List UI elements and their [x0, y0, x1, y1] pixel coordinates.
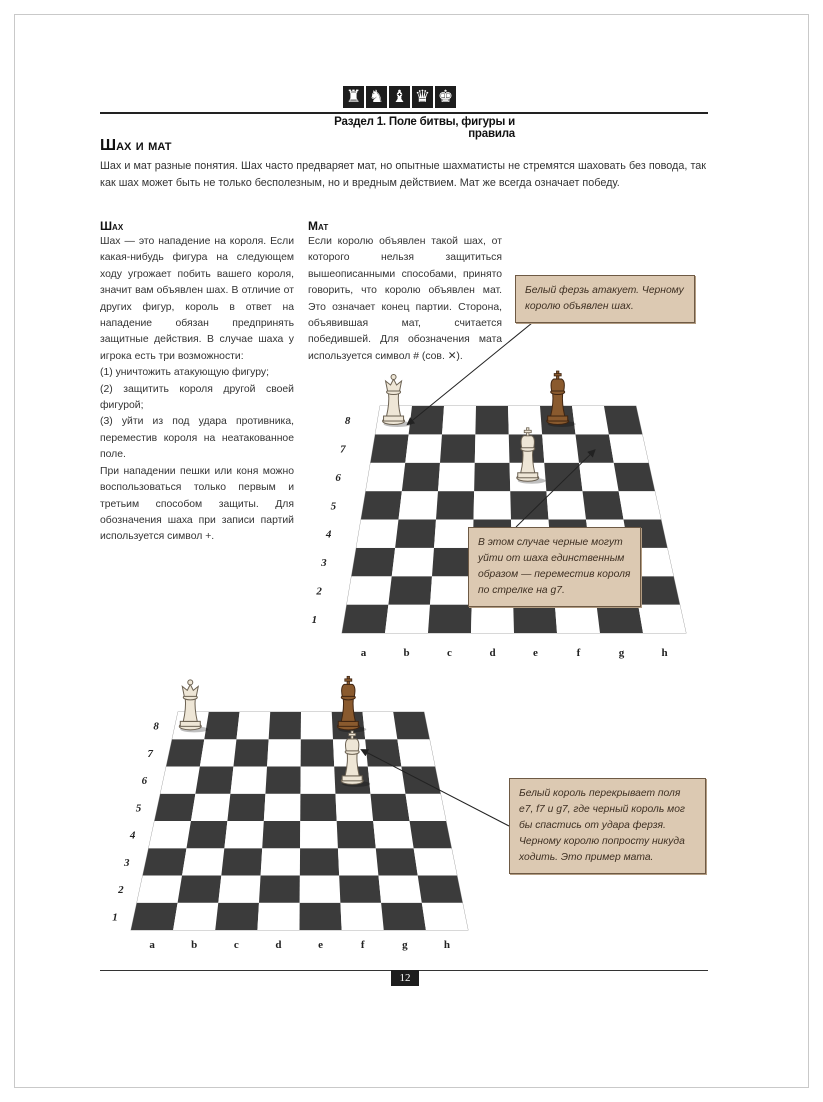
square-h6: [614, 463, 655, 491]
square-f3: [338, 848, 379, 875]
square-b2: [388, 576, 432, 604]
file-label: g: [402, 939, 408, 951]
rank-label: 5: [330, 500, 337, 513]
square-f2: [339, 876, 381, 903]
mate-heading: Мат: [308, 219, 329, 233]
check-option: (1) уничтожить атакующую фигуру;: [100, 367, 269, 379]
square-b6: [195, 767, 233, 794]
square-d5: [474, 491, 512, 519]
square-a6: [366, 463, 406, 491]
square-a5: [155, 794, 196, 821]
rank-label: 7: [147, 747, 153, 760]
rank-label: 6: [335, 471, 341, 484]
square-a2: [137, 876, 182, 903]
file-label: b: [191, 939, 198, 951]
square-g5: [370, 794, 409, 821]
square-f7: [542, 434, 579, 462]
square-g1: [597, 605, 644, 633]
square-d7: [267, 739, 301, 766]
rank-label: 3: [321, 557, 327, 570]
square-h1: [422, 903, 468, 930]
square-e1: [300, 903, 342, 930]
square-a4: [149, 821, 191, 848]
callout-mate-example: Белый король перекрывает поля e7, f7 и g7, где черный король мог бы спастись от удара ферзя. Черному королю попросту никуда ходить. Это пример мата.: [509, 778, 706, 874]
square-h5: [405, 794, 446, 821]
queen-icon: ♛: [412, 86, 433, 108]
square-c7: [440, 434, 475, 462]
file-label: d: [275, 939, 282, 951]
rank-label: 2: [316, 585, 322, 598]
square-g8: [572, 406, 609, 434]
square-e6: [300, 767, 335, 794]
square-e2: [300, 876, 341, 903]
square-c4: [224, 821, 263, 848]
rank-label: 6: [141, 775, 148, 788]
square-d6: [474, 463, 510, 491]
bishop-icon: ♝: [389, 86, 410, 108]
square-e1: [513, 605, 557, 633]
file-label: h: [661, 647, 668, 659]
square-d6: [265, 767, 300, 794]
square-f5: [546, 491, 586, 519]
mate-paragraph: Если королю объявлен такой шах, от которого нельзя защититься вышеописанными способами, принято говорить, что королю объявлен мат. Это означает конец партии. Сторона, объявившая мат, считается победившей. Для обозначения мата используется символ # (сов. ✕).: [308, 236, 502, 362]
rank-label: 5: [135, 802, 142, 815]
rank-label: 8: [344, 415, 351, 428]
rank-label: 1: [311, 613, 318, 626]
square-d8: [269, 712, 301, 739]
square-g2: [378, 876, 421, 903]
square-c8: [236, 712, 270, 739]
square-a7: [166, 739, 204, 766]
square-d1: [257, 903, 299, 930]
square-h2: [418, 876, 463, 903]
square-c2: [218, 876, 260, 903]
square-f5: [335, 794, 373, 821]
square-f1: [555, 605, 600, 633]
square-h3: [414, 848, 457, 875]
file-label: g: [618, 647, 625, 659]
square-g7: [365, 739, 401, 766]
square-b4: [186, 821, 227, 848]
king-icon: ♚: [435, 86, 456, 108]
square-a5: [361, 491, 402, 519]
square-c2: [430, 576, 472, 604]
square-a1: [131, 903, 178, 930]
square-h1: [638, 605, 686, 633]
square-b6: [402, 463, 440, 491]
square-d1: [471, 605, 514, 633]
section-title: Раздел 1. Поле битвы, фигуры и правила: [334, 116, 515, 140]
file-label: f: [360, 939, 365, 951]
square-a1: [342, 605, 388, 633]
square-b1: [173, 903, 218, 930]
knight-icon: ♞: [366, 86, 387, 108]
square-b1: [385, 605, 430, 633]
square-c8: [442, 406, 476, 434]
square-h7: [609, 434, 649, 462]
square-d7: [475, 434, 510, 462]
rank-label: 4: [129, 829, 136, 842]
square-g4: [373, 821, 414, 848]
square-c5: [436, 491, 474, 519]
square-e4: [300, 821, 338, 848]
page-number: 12: [391, 970, 419, 986]
check-option: (2) защитить короля другой своей фигурой;: [100, 383, 294, 412]
file-label: f: [576, 647, 581, 659]
rook-icon: ♜: [343, 86, 364, 108]
square-b8: [409, 406, 444, 434]
board-check: [312, 371, 686, 659]
rank-label: 2: [118, 884, 124, 897]
square-f4: [337, 821, 376, 848]
square-c6: [438, 463, 475, 491]
square-b3: [182, 848, 224, 875]
file-label: d: [489, 647, 496, 659]
square-b5: [191, 794, 230, 821]
square-a3: [143, 848, 187, 875]
file-label: c: [447, 647, 452, 659]
rank-label: 4: [325, 528, 332, 541]
board-mate: [112, 676, 468, 951]
file-label: a: [149, 939, 155, 951]
square-c1: [215, 903, 259, 930]
check-heading: Шах: [100, 219, 124, 233]
square-a2: [347, 576, 392, 604]
square-h5: [619, 491, 661, 519]
file-label: c: [233, 939, 239, 951]
square-a6: [160, 767, 199, 794]
intro-paragraph: Шах и мат разные понятия. Шах часто предваряет мат, но опытные шахматисты не стремятся шаховать без повода, так как шах может быть не только бесполезным, но и вредным действием. Мат же всегда означает победу.: [100, 160, 706, 189]
check-paragraph: Шах — это нападение на короля. Если какая-нибудь фигура на следующем ходу угрожает побить вашего короля, значит вам объявлен шах. В отличие от других фигур, король в ответ на нападение обязан предпринять защитные действия. В случае шаха у игрока есть три возможности:: [100, 236, 294, 362]
square-c3: [432, 548, 473, 576]
square-d8: [475, 406, 508, 434]
file-label: b: [403, 647, 410, 659]
file-label: e: [533, 647, 538, 659]
square-d4: [262, 821, 300, 848]
square-b7: [405, 434, 442, 462]
square-b2: [178, 876, 222, 903]
callout-escape: В этом случае черные могут уйти от шаха единственным образом — переместив короля по стрелке на g7.: [468, 527, 641, 607]
square-h8: [393, 712, 429, 739]
square-e8: [301, 712, 333, 739]
rank-label: 7: [340, 443, 346, 456]
square-g8: [363, 712, 398, 739]
rank-label: 8: [153, 720, 159, 733]
square-g3: [376, 848, 418, 875]
square-e7: [301, 739, 335, 766]
square-h8: [604, 406, 642, 434]
square-g5: [583, 491, 624, 519]
square-a3: [352, 548, 396, 576]
rank-label: 3: [123, 856, 130, 869]
square-g1: [381, 903, 426, 930]
file-label: a: [360, 647, 367, 659]
square-g6: [579, 463, 619, 491]
square-e5: [510, 491, 548, 519]
square-c6: [230, 767, 267, 794]
square-d3: [261, 848, 300, 875]
page-title: Шах и мат: [100, 137, 172, 154]
square-e3: [300, 848, 339, 875]
square-g6: [368, 767, 406, 794]
square-g7: [576, 434, 614, 462]
square-a4: [356, 520, 398, 548]
callout-queen-attacks: Белый ферзь атакует. Черному королю объявлен шах.: [515, 275, 695, 323]
square-d2: [259, 876, 300, 903]
square-h4: [410, 821, 452, 848]
square-f1: [340, 903, 383, 930]
square-h7: [397, 739, 435, 766]
square-b3: [392, 548, 434, 576]
square-b8: [204, 712, 239, 739]
file-label: h: [443, 939, 450, 951]
square-c5: [227, 794, 265, 821]
square-b4: [395, 520, 436, 548]
rank-label: 1: [112, 911, 118, 924]
square-b5: [399, 491, 439, 519]
square-a7: [371, 434, 409, 462]
square-c7: [233, 739, 268, 766]
square-b7: [200, 739, 237, 766]
file-label: e: [318, 939, 324, 951]
check-paragraph: При нападении пешки или коня можно воспользоваться только первым и третьим способом защиты. Для обозначения шаха при записи партий используется символ +.: [100, 465, 294, 543]
square-c1: [428, 605, 472, 633]
square-c3: [221, 848, 262, 875]
square-d5: [264, 794, 301, 821]
check-option: (3) уйти из под удара противника, переместив короля на неатакованное поле.: [100, 416, 294, 461]
square-e5: [300, 794, 336, 821]
